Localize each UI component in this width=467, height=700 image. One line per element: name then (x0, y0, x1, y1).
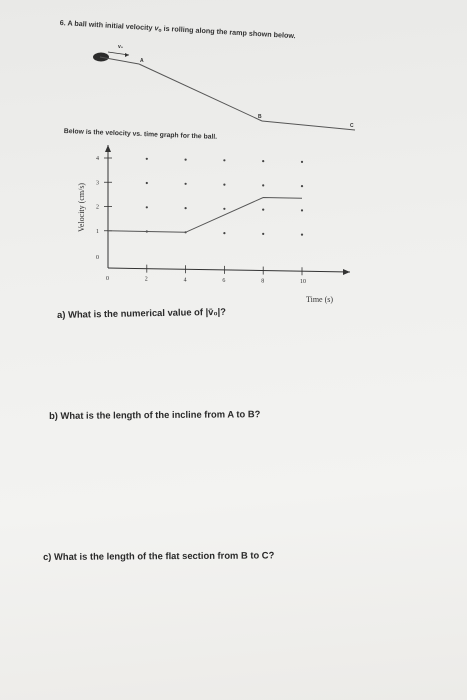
ramp-bottom-flat (262, 121, 355, 130)
x-tick-label: 4 (183, 277, 187, 284)
x-axis-arrow (343, 269, 350, 275)
x-tick-label: 6 (222, 277, 226, 284)
y-axis-label: Velocity (cm/s) (77, 182, 86, 232)
problem-text-before: A ball with initial velocity (67, 18, 153, 33)
problem-text-after: is rolling along the ramp shown below. (163, 23, 296, 41)
question-a: a) What is the numerical value of |v̄₀|? (57, 305, 227, 320)
grid-dot (223, 208, 225, 210)
grid-dot (262, 184, 264, 186)
x-tick-label: 2 (144, 276, 148, 283)
velocity-label: v₀ (118, 44, 124, 50)
problem-number: 6. (59, 18, 66, 28)
x-tick-label: 8 (261, 278, 265, 285)
grid-dot (223, 232, 225, 234)
x-axis (108, 268, 350, 272)
grid-dot (301, 209, 303, 211)
ramp-label-b: B (258, 114, 262, 120)
ramp-diagram (93, 44, 355, 130)
question-b: b) What is the length of the incline from A to B? (49, 408, 261, 421)
grid-dot (185, 159, 187, 161)
velocity-time-chart (77, 145, 350, 304)
grid-dot (146, 206, 148, 208)
ramp-incline (139, 64, 262, 121)
grid-dot (301, 234, 303, 236)
grid-dot (223, 159, 225, 161)
y-axis-arrow (105, 145, 111, 152)
velocity-symbol: v (154, 23, 159, 33)
grid-dot (146, 158, 148, 160)
y-tick-label: 4 (96, 156, 99, 162)
grid-dot (301, 185, 303, 187)
ramp-label-c: C (350, 123, 354, 129)
y-tick-label: 0 (96, 255, 99, 261)
y-tick-label: 1 (96, 228, 99, 235)
question-c: c) What is the length of the flat section from B to C? (43, 549, 275, 562)
velocity-subscript: o (158, 27, 162, 34)
grid-dot (262, 233, 264, 235)
grid-dot (185, 183, 187, 185)
x-tick-label: 0 (106, 276, 109, 282)
velocity-series-line (108, 198, 302, 233)
y-tick-label: 3 (96, 180, 99, 187)
ramp-label-a: A (140, 58, 144, 64)
x-tick-label: 10 (300, 279, 306, 286)
grid-dot (262, 209, 264, 211)
x-axis-label: Time (s) (306, 295, 334, 304)
grid-dot (301, 161, 303, 163)
grid-dot (262, 160, 264, 162)
grid-dot (223, 184, 225, 186)
graph-caption: Below is the velocity vs. time graph for the ball. (63, 128, 218, 141)
grid-dot (146, 182, 148, 184)
grid-dot (185, 207, 187, 209)
y-tick-label: 2 (96, 204, 99, 211)
velocity-arrow-head (125, 53, 129, 57)
